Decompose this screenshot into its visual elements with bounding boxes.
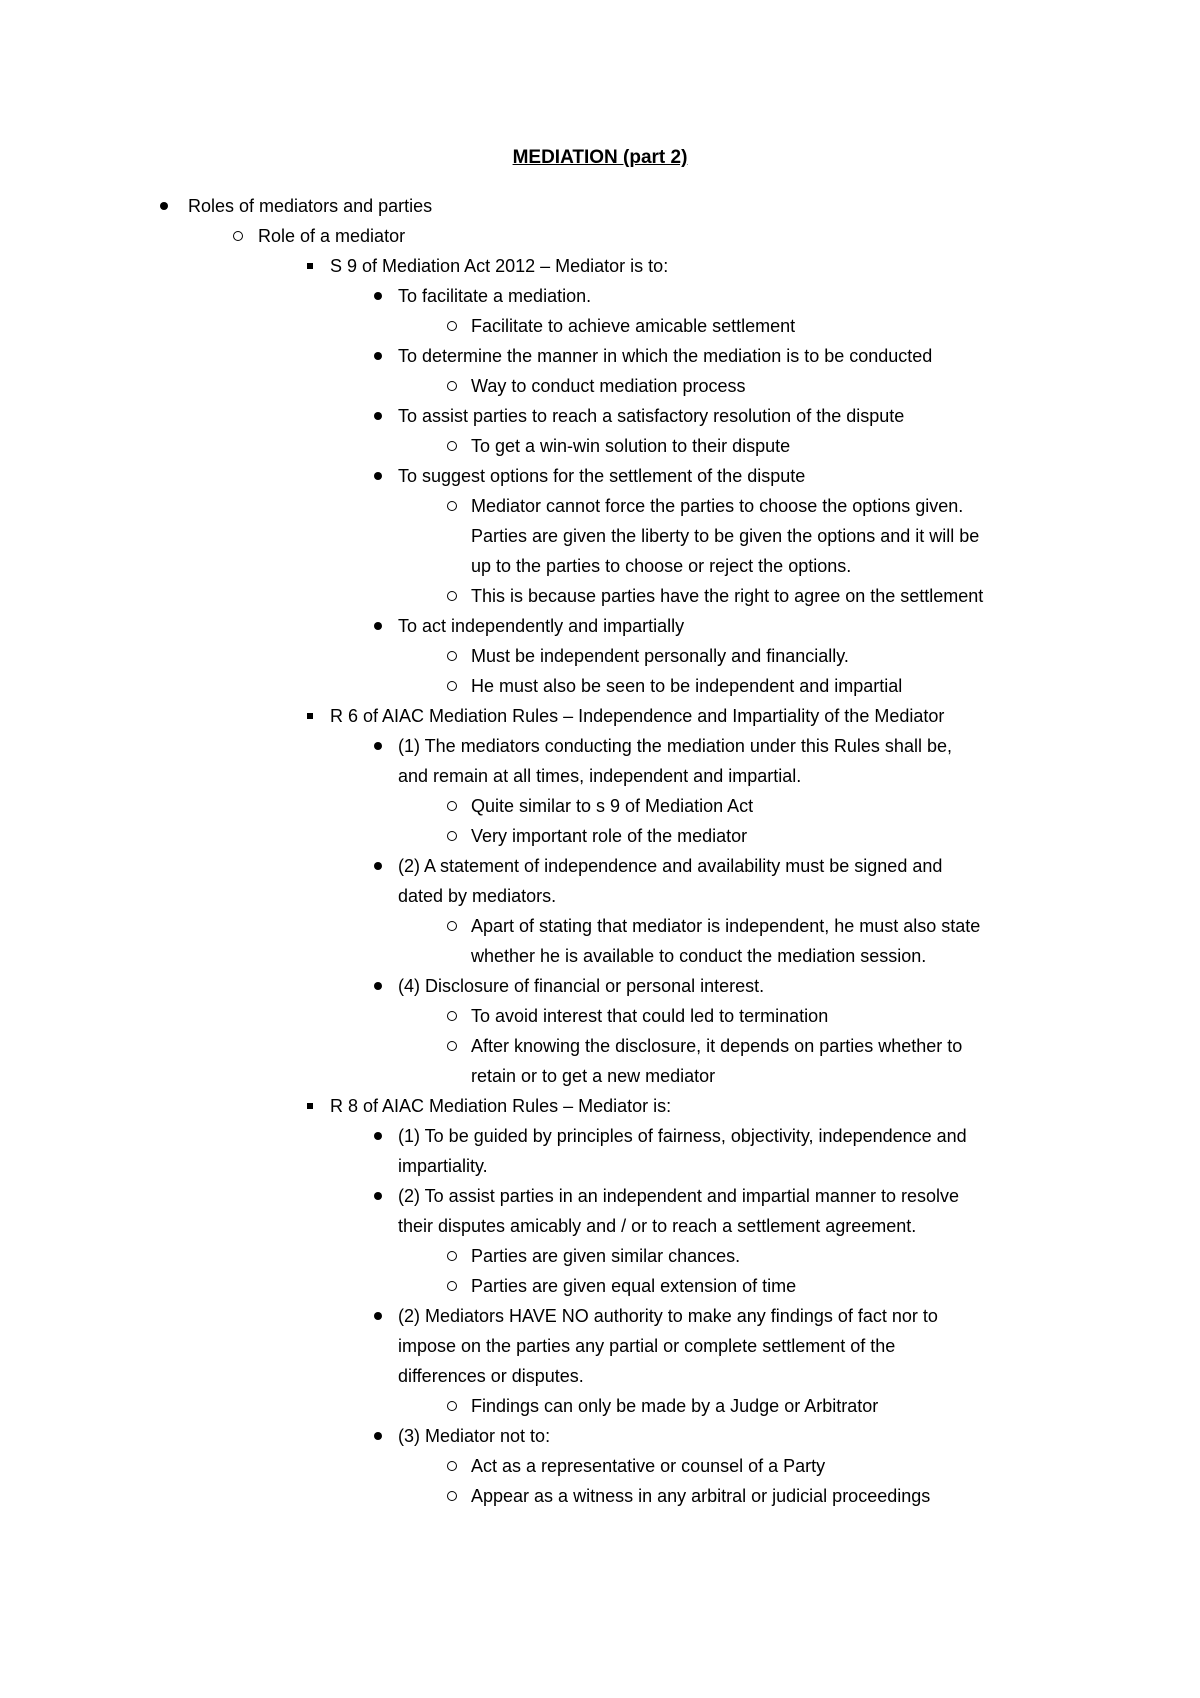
outline-line: This is because parties have the right to agree on the settlement (471, 586, 984, 606)
bullet-dot-icon (374, 472, 382, 480)
outline-line: and remain at all times, independent and impartial. (398, 766, 802, 786)
outline-line: After knowing the disclosure, it depends on parties whether to (471, 1036, 963, 1056)
outline-line: He must also be seen to be independent and impartial (471, 676, 903, 696)
bullet-dot-icon (374, 742, 382, 750)
outline-line: R 6 of AIAC Mediation Rules – Independence and Impartiality of the Mediator (330, 706, 945, 726)
outline-line: Roles of mediators and parties (188, 196, 433, 216)
outline-line: dated by mediators. (398, 886, 557, 906)
outline-line: Must be independent personally and financially. (471, 646, 849, 666)
outline-line: (2) Mediators HAVE NO authority to make any findings of fact nor to (398, 1306, 938, 1326)
bullet-circle-icon (447, 441, 457, 451)
bullet-circle-icon (447, 321, 457, 331)
outline-line: Act as a representative or counsel of a Party (471, 1456, 826, 1476)
bullet-dot-icon (374, 1432, 382, 1440)
bullet-dot-icon (374, 1132, 382, 1140)
bullet-dot-icon (374, 1312, 382, 1320)
bullet-dot-icon (374, 412, 382, 420)
outline-line: To act independently and impartially (398, 616, 685, 636)
outline-line: To suggest options for the settlement of the dispute (398, 466, 806, 486)
bullet-circle-icon (447, 1491, 457, 1501)
bullet-circle-icon (447, 1251, 457, 1261)
bullet-circle-icon (447, 651, 457, 661)
outline-line: Facilitate to achieve amicable settlement (471, 316, 796, 336)
bullet-square-icon (307, 1103, 313, 1109)
outline-line: their disputes amicably and / or to reach a settlement agreement. (398, 1216, 917, 1236)
outline-line: (2) To assist parties in an independent and impartial manner to resolve (398, 1186, 959, 1206)
outline-line: (2) A statement of independence and availability must be signed and (398, 856, 943, 876)
bullet-circle-icon (447, 1281, 457, 1291)
outline-line: To determine the manner in which the mediation is to be conducted (398, 346, 933, 366)
outline-line: (1) To be guided by principles of fairness, objectivity, independence and (398, 1126, 967, 1146)
outline-line: (3) Mediator not to: (398, 1426, 551, 1446)
bullet-dot-icon (160, 202, 168, 210)
bullet-circle-icon (447, 501, 457, 511)
bullet-dot-icon (374, 982, 382, 990)
outline-line: Apart of stating that mediator is independent, he must also state (471, 916, 981, 936)
outline-line: whether he is available to conduct the mediation session. (471, 946, 927, 966)
outline-line: Very important role of the mediator (471, 826, 748, 846)
bullet-circle-icon (447, 1401, 457, 1411)
bullet-dot-icon (374, 1192, 382, 1200)
outline-line: (1) The mediators conducting the mediation under this Rules shall be, (398, 736, 952, 756)
outline-line: Mediator cannot force the parties to choose the options given. (471, 496, 964, 516)
outline-line: retain or to get a new mediator (471, 1066, 716, 1086)
bullet-dot-icon (374, 622, 382, 630)
bullet-circle-icon (447, 1461, 457, 1471)
outline-line: Appear as a witness in any arbitral or judicial proceedings (471, 1486, 931, 1506)
bullet-circle-icon (447, 801, 457, 811)
bullet-dot-icon (374, 352, 382, 360)
outline-line: differences or disputes. (398, 1366, 584, 1386)
outline-line: Parties are given equal extension of time (471, 1276, 797, 1296)
bullet-dot-icon (374, 292, 382, 300)
bullet-square-icon (307, 263, 313, 269)
bullet-circle-icon (447, 1041, 457, 1051)
outline-line: To avoid interest that could led to termination (471, 1006, 829, 1026)
outline-line: S 9 of Mediation Act 2012 – Mediator is to: (330, 256, 669, 276)
outline-line: Quite similar to s 9 of Mediation Act (471, 796, 754, 816)
bullet-circle-icon (447, 1011, 457, 1021)
bullet-square-icon (307, 713, 313, 719)
bullet-circle-icon (447, 591, 457, 601)
bullet-circle-icon (447, 921, 457, 931)
outline-line: Findings can only be made by a Judge or Arbitrator (471, 1396, 879, 1416)
outline-line: To get a win-win solution to their dispute (471, 436, 791, 456)
outline-line: Parties are given similar chances. (471, 1246, 741, 1266)
outline-line: (4) Disclosure of financial or personal interest. (398, 976, 765, 996)
bullet-circle-icon (447, 681, 457, 691)
outline-line: Way to conduct mediation process (471, 376, 746, 396)
outline-line: R 8 of AIAC Mediation Rules – Mediator is: (330, 1096, 672, 1116)
bullet-circle-icon (233, 231, 243, 241)
outline-line: up to the parties to choose or reject the options. (471, 556, 852, 576)
page-title: MEDIATION (part 2) (512, 147, 688, 168)
outline-line: impose on the parties any partial or complete settlement of the (398, 1336, 896, 1356)
outline-line: Role of a mediator (258, 226, 406, 246)
bullet-circle-icon (447, 381, 457, 391)
outline-line: To assist parties to reach a satisfactory resolution of the dispute (398, 406, 905, 426)
outline-line: To facilitate a mediation. (398, 286, 592, 306)
bullet-circle-icon (447, 831, 457, 841)
outline-line: Parties are given the liberty to be given the options and it will be (471, 526, 980, 546)
bullet-dot-icon (374, 862, 382, 870)
outline-line: impartiality. (398, 1156, 488, 1176)
